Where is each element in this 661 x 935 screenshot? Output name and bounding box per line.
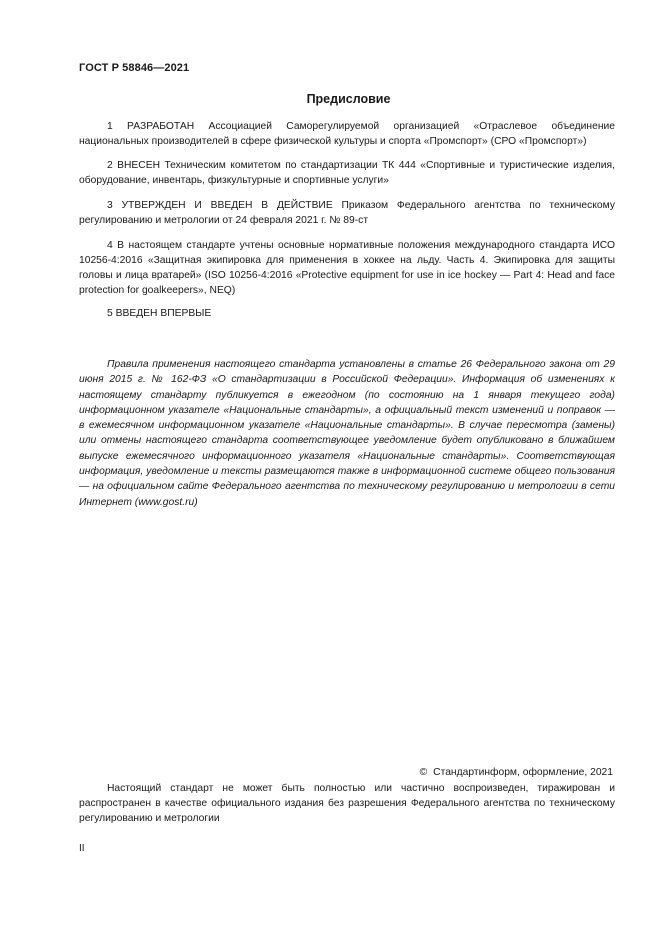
standard-code: ГОСТ Р 58846—2021 — [79, 62, 190, 74]
note-text: Правила применения настоящего стандарта установлены в статье 26 Федерального закона от 29 июня 2015 г. № 162-ФЗ «О стандартизации в Российской Федерации». Информация об изменениях к настоящему стандарту публикуется в ежегодном (по состоянию на 1 января текущего года) информационном указателе «Национальные стандарты», а официальный текст изменений и поправок — в ежемесячном информационном указателе «Национальные стандарты». В случае пересмотра (замены) или отмены настоящего стандарта соответствующее уведомление будет опубликовано в ближайшем выпуске ежемесячного информационного указателя «Национальные стандарты». Соответствующая информация, уведомление и тексты размещаются также в информационной системе общего пользования — на официальном сайте Федерального агентства по техническому регулированию и метрологии в сети Интернет (www.gost.ru) — [79, 359, 615, 508]
paragraph-text: 4 В настоящем стандарте учтены основные нормативные положения международного стандарта ИСО 10256-4:2016 «Защитная экипировка для применения в хоккее на льду. Часть 4. Экипировка для защиты головы и лица вратарей» (ISO 10256-4:2016 «Protective equipment for use in ice hockey — Part 4: Head and face protection for goalkeepers», NEQ) — [79, 240, 615, 296]
paragraph-text: 3 УТВЕРЖДЕН И ВВЕДЕН В ДЕЙСТВИЕ Приказом Федерального агентства по техническому регулированию и метрологии от 24 февраля 2021 г. № 89-ст — [79, 200, 615, 226]
copyright-text: Стандартинформ, оформление, 2021 — [433, 767, 613, 778]
paragraph-text: 2 ВНЕСЕН Техническим комитетом по стандартизации ТК 444 «Спортивные и туристические изделия, оборудование, инвентарь, физкультурные и спортивные услуги» — [79, 160, 615, 186]
paragraph-text: 1 РАЗРАБОТАН Ассоциацией Саморегулируемой организацией «Отраслевое объединение национальных производителей в сфере физической культуры и спорта «Промспорт» (СРО «Промспорт») — [79, 121, 615, 147]
application-rules-note — [79, 357, 615, 510]
copyright-line — [420, 767, 613, 778]
paragraph-first-introduced — [79, 306, 615, 321]
paragraph-international-standard — [79, 238, 615, 298]
legal-text: Настоящий стандарт не может быть полностью или частично воспроизведен, тиражирован и распространен в качестве официального издания без разрешения Федерального агентства по техническому регулированию и метрологии — [79, 783, 615, 824]
copyright-icon: © — [419, 767, 428, 778]
page-number: II — [79, 843, 85, 854]
paragraph-developed — [79, 119, 615, 149]
legal-notice — [79, 781, 615, 826]
paragraph-approved — [79, 198, 615, 228]
paragraph-submitted — [79, 158, 615, 188]
paragraph-text: 5 ВВЕДЕН ВПЕРВЫЕ — [107, 308, 212, 319]
page-title: Предисловие — [306, 92, 391, 106]
